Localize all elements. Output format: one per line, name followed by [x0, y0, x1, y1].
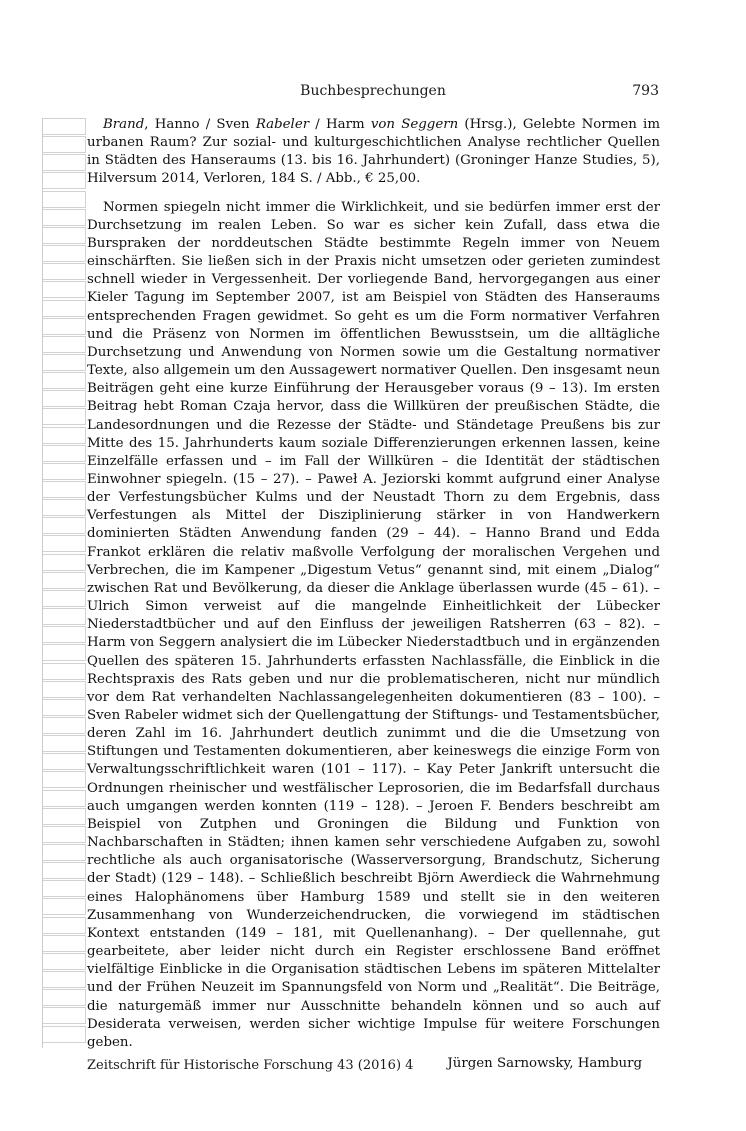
margin-guide-box	[43, 753, 86, 770]
margin-guide-box	[43, 517, 86, 534]
margin-guide-box	[43, 535, 86, 552]
line-number-margin-guides	[42, 118, 87, 1048]
margin-guide-box	[43, 318, 86, 335]
margin-guide-box	[43, 445, 86, 462]
author-surname: Rabeler	[255, 117, 310, 132]
margin-guide-box	[43, 481, 86, 498]
margin-guide-box	[43, 626, 86, 643]
margin-guide-box	[43, 880, 86, 897]
margin-guide-box	[43, 572, 86, 589]
margin-guide-box	[43, 281, 86, 298]
margin-guide-box	[43, 300, 86, 317]
margin-guide-box	[43, 172, 86, 189]
reviewer-signature: Jürgen Sarnowsky, Hamburg	[447, 1055, 642, 1071]
margin-guide-box	[43, 971, 86, 988]
margin-guide-box	[43, 1007, 86, 1024]
author-surname: Brand	[103, 117, 145, 132]
margin-guide-box	[43, 844, 86, 861]
margin-guide-box	[43, 935, 86, 952]
margin-guide-box	[43, 917, 86, 934]
author-forename: , Hanno / Sven	[144, 117, 256, 132]
running-header-title: Buchbesprechungen	[300, 83, 446, 99]
margin-guide-box	[43, 354, 86, 371]
margin-guide-box	[43, 989, 86, 1006]
margin-guide-box	[43, 554, 86, 571]
review-text: Normen spiegeln nicht immer die Wirklichkeit, und sie bedürfen immer erst der Durchsetzung im realen Leben. So war es sicher kein Zufall, dass etwa die Burspraken der norddeutschen Städte bestimmte Regeln immer von Neuem einschärften. Sie ließen sich in der Praxis nicht umsetzen oder gerieten zumindest schnell wieder in Vergessenheit. Der vorliegende Band, hervorgegangen aus einer Kieler Tagung im September 2007, ist am Beispiel von Städten des Hanseraums entsprechenden Fragen gewidmet. So geht es um die Form normativer Verfahren und die Präsenz von Normen im öffentlichen Bewusstsein, um die alltägliche Durchsetzung und Anwendung von Normen sowie um die Gestaltung normativer Texte, also allgemein um den Aussagewert normativer Quellen. Den insgesamt neun Beiträgen geht eine kurze Einführung der Herausgeber voraus (9 – 13). Im ersten Beitrag hebt Roman Czaja hervor, dass die Willküren der preußischen Städte, die Landesordnungen und die Rezesse der Städte- und Ständetage Preußens bis zur Mitte des 15. Jahrhunderts kaum soziale Differenzierungen erkennen lassen, keine Einzelfälle erfassen und – im Fall der Willküren – die Identität der städtischen Einwohner spiegeln. (15 – 27). – Paweł A. Jeziorski kommt aufgrund einer Analyse der Verfestungsbücher Kulms und der Neustadt Thorn zu dem Ergebnis, dass Verfestungen als Mittel der Disziplinierung stärker in von Handwerkern dominierten Städten Anwendung fanden (29 – 44). – Hanno Brand und Edda Frankot erklären die relativ maßvolle Verfolgung der moralischen Vergehen und Verbrechen, die im Kampener „Digestum Vetus“ genannt sind, mit einem „Dialog“ zwischen Rat und Bevölkerung, da dieser die Anklage überlassen wurde (45 – 61). – Ulrich Simon verweist auf die mangelnde Einheitlichkeit der Lübecker Niederstadtbücher und auf den Einfluss der jeweiligen Ratsherren (63 – 82). – Harm von Seggern analysiert die im Lübecker Niederstadtbuch und in ergänzenden Quellen des späteren 15. Jahrhunderts erfassten Nachlassfälle, die Einblick in die Rechtspraxis des Rats geben und nur die problematischeren, nicht nur mündlich vor dem Rat verhandelten Nachlassangelegenheiten dokumentieren (83 – 100). – Sven Rabeler widmet sich der Quellengattung der Stiftungs- und Testamentsbücher, deren Zahl im 16. Jahrhundert deutlich zunimmt und die die Umsetzung von Stiftungen und Testamenten dokumentieren, aber keineswegs die einzige Form von Verwaltungsschriftlichkeit waren (101 – 117). – Kay Peter Jankrift untersucht die Ordnungen rheinischer und westfälischer Leprosorien, die im Bedarfsfall durchaus auch umgangen werden konnten (119 – 128). – Jeroen F. Benders beschreibt am Beispiel von Zutphen und Groningen die Bildung und Funktion von Nachbarschaften in Städten; ihnen kamen sehr verschiedene Aufgaben zu, sowohl rechtliche als auch organisatorische (Wasserversorgung, Brandschutz, Sicherung der Stadt) (129 – 148). – Schließlich beschreibt Björn Awerdieck die Wahrnehmung eines Halophänomens über Hamburg 1589 und stellt sie in den weiteren Zusammenhang von Wunderzeichendrucken, die vorwiegend im städtischen Kontext entstanden (149 – 181, mit Quellenanhang). – Der quellennahe, gut gearbeitete, aber leider nicht durch ein Register erschlossene Band eröffnet vielfältige Einblicke in die Organisation städtischen Lebens im späteren Mittelalter und der Frühen Neuzeit im Spannungsfeld von Norm und „Realität“. Die Beiträge, die naturgemäß immer nur Ausschnitte behandeln können und so auch auf Desiderata verweisen, werden sicher wichtige Impulse für weitere Forschungen geben.	[87, 199, 660, 1050]
margin-guide-box	[43, 663, 86, 680]
author-surname: von Seggern	[370, 117, 459, 132]
margin-guide-box	[43, 608, 86, 625]
margin-guide-box	[43, 118, 86, 135]
margin-guide-box	[43, 245, 86, 262]
margin-guide-box	[43, 154, 86, 171]
margin-guide-box	[43, 209, 86, 226]
margin-guide-box	[43, 336, 86, 353]
journal-footer: Zeitschrift für Historische Forschung 43 (2016) 4	[87, 1058, 414, 1073]
margin-guide-box	[43, 372, 86, 389]
margin-guide-box	[43, 191, 86, 208]
bibliographic-citation	[87, 116, 660, 189]
margin-guide-box	[43, 826, 86, 843]
margin-guide-box	[43, 808, 86, 825]
margin-guide-box	[43, 463, 86, 480]
margin-guide-box	[43, 227, 86, 244]
margin-guide-box	[43, 771, 86, 788]
margin-guide-box	[43, 681, 86, 698]
margin-guide-box	[43, 136, 86, 153]
margin-guide-box	[43, 390, 86, 407]
margin-guide-box	[43, 499, 86, 516]
margin-guide-box	[43, 1026, 86, 1043]
margin-guide-box	[43, 263, 86, 280]
margin-guide-box	[43, 590, 86, 607]
citation-details: (Hrsg.), Gelebte Normen im urbanen Raum? Zur sozial- und kulturgeschichtlichen Analyse rechtlicher Quellen in Städten des Hanseraums (13. bis 16. Jahrhundert) (Groninger Hanze Studies, 5), Hilversum 2014, Verloren, 184 S. / Abb., € 25,00.	[87, 117, 660, 187]
margin-guide-box	[43, 408, 86, 425]
margin-guide-box	[43, 898, 86, 915]
margin-guide-box	[43, 644, 86, 661]
margin-guide-box	[43, 953, 86, 970]
margin-guide-box	[43, 735, 86, 752]
margin-guide-box	[43, 699, 86, 716]
margin-guide-box	[43, 427, 86, 444]
page-number: 793	[632, 83, 659, 99]
margin-guide-box	[43, 790, 86, 807]
review-body	[87, 116, 660, 1073]
margin-guide-box	[43, 862, 86, 879]
margin-guide-box	[43, 717, 86, 734]
author-forename: / Harm	[309, 117, 371, 132]
